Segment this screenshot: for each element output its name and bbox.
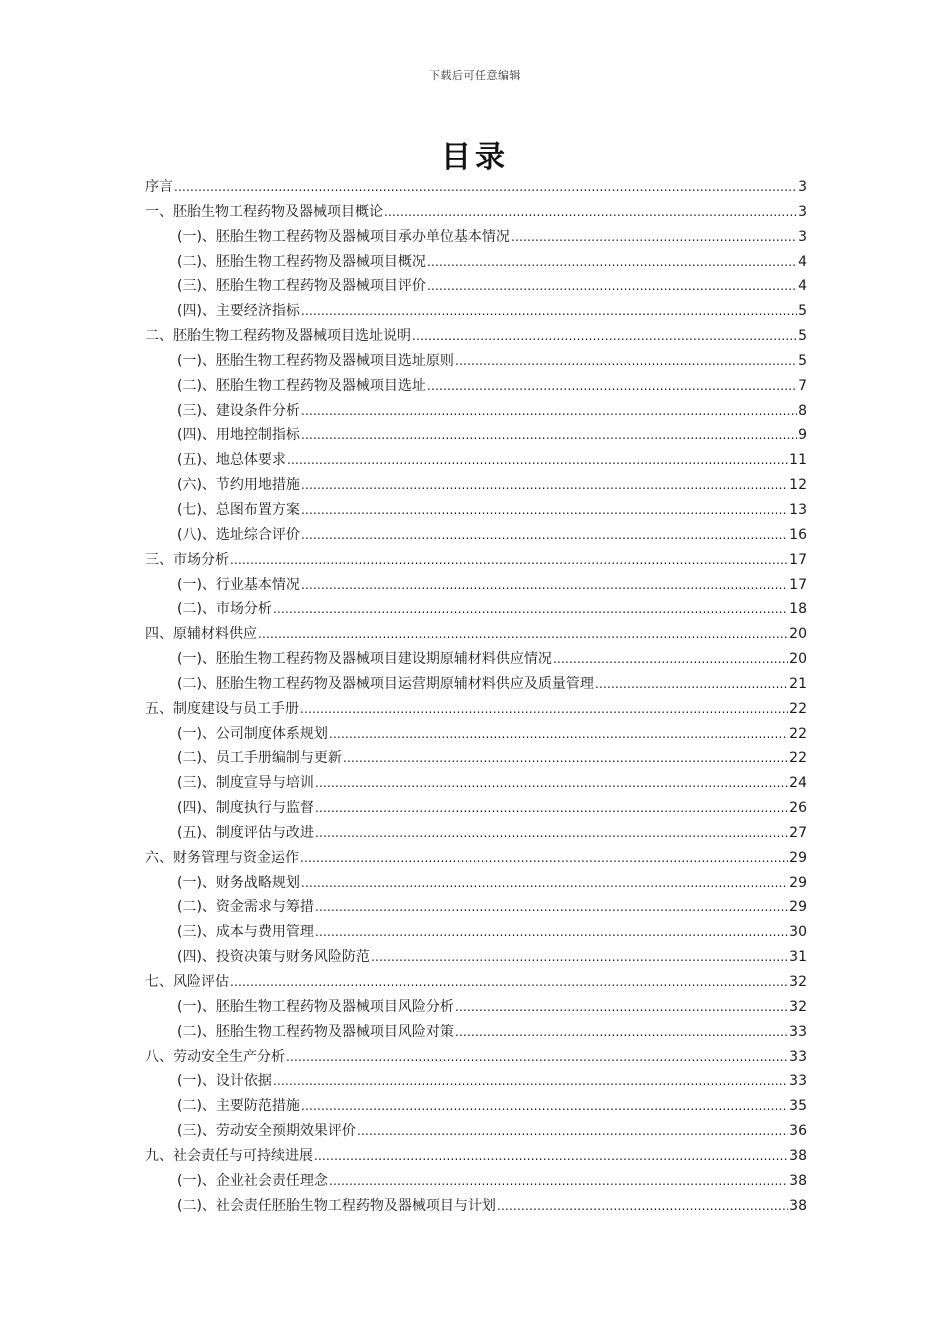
toc-dot-leader	[301, 399, 797, 424]
toc-entry[interactable]	[145, 945, 807, 970]
toc-entry[interactable]	[145, 995, 807, 1020]
toc-dot-leader	[455, 1020, 788, 1045]
toc-entry-title: (一)、设计依据	[177, 1073, 272, 1090]
toc-entry-title: (二)、社会责任胚胎生物工程药物及器械项目与计划	[177, 1197, 496, 1214]
toc-entry-title: (五)、地总体要求	[177, 452, 286, 469]
toc-entry[interactable]	[145, 573, 807, 598]
toc-entry[interactable]	[145, 299, 807, 324]
toc-dot-leader	[301, 473, 788, 498]
toc-page-number: 7	[798, 377, 807, 394]
toc-entry-title: (一)、企业社会责任理念	[177, 1172, 328, 1189]
toc-dot-leader	[595, 672, 788, 697]
toc-entry[interactable]	[145, 349, 807, 374]
toc-page-number: 32	[789, 974, 807, 990]
toc-entry[interactable]	[145, 697, 807, 722]
toc-dot-leader	[455, 995, 788, 1020]
toc-entry-title: (六)、节约用地措施	[177, 477, 300, 494]
toc-dot-leader	[371, 945, 788, 970]
toc-entry[interactable]	[145, 970, 807, 995]
toc-entry-title: 五、制度建设与员工手册	[145, 700, 299, 717]
toc-entry[interactable]	[145, 722, 807, 747]
toc-page-number: 5	[798, 352, 807, 369]
toc-entry[interactable]	[145, 1020, 807, 1045]
toc-dot-leader	[315, 920, 788, 945]
toc-page-number: 38	[789, 1172, 807, 1189]
toc-entry-title: (一)、行业基本情况	[177, 576, 300, 593]
toc-entry-title: (四)、制度执行与监督	[177, 800, 314, 817]
toc-page-number: 30	[789, 924, 807, 941]
toc-entry[interactable]	[145, 871, 807, 896]
toc-page-number: 29	[789, 849, 807, 866]
toc-entry[interactable]	[145, 473, 807, 498]
toc-dot-leader	[273, 1069, 788, 1094]
toc-entry-title: (二)、胚胎生物工程药物及器械项目概况	[177, 253, 426, 270]
toc-entry-title: 六、财务管理与资金运作	[145, 849, 299, 866]
toc-dot-leader	[301, 523, 788, 548]
toc-dot-leader	[286, 1045, 788, 1070]
toc-dot-leader	[300, 846, 788, 871]
toc-dot-leader	[384, 200, 797, 225]
toc-entry-title: 四、原辅材料供应	[145, 626, 257, 643]
toc-entry-title: (二)、市场分析	[177, 601, 272, 618]
toc-entry-title: (二)、资金需求与筹措	[177, 899, 314, 916]
toc-page-number: 16	[789, 526, 807, 543]
toc-entry[interactable]	[145, 274, 807, 299]
toc-page-number: 38	[789, 1147, 807, 1164]
toc-entry[interactable]	[145, 796, 807, 821]
toc-entry-title: (五)、制度评估与改进	[177, 824, 314, 841]
toc-page-number: 29	[789, 899, 807, 916]
toc-entry[interactable]	[145, 250, 807, 275]
toc-entry[interactable]	[145, 548, 807, 573]
toc-dot-leader	[315, 821, 788, 846]
toc-dot-leader	[315, 796, 788, 821]
toc-page-number: 5	[798, 328, 807, 345]
toc-entry[interactable]	[145, 1069, 807, 1094]
toc-dot-leader	[553, 647, 788, 672]
toc-dot-leader	[497, 1194, 788, 1219]
toc-entry[interactable]	[145, 895, 807, 920]
toc-page-number: 12	[789, 477, 807, 494]
toc-page-number: 26	[789, 800, 807, 817]
toc-page-number: 3	[798, 228, 807, 245]
toc-entry-title: (二)、胚胎生物工程药物及器械项目运营期原辅材料供应及质量管理	[177, 675, 594, 692]
toc-page-number: 13	[789, 501, 807, 518]
toc-dot-leader	[314, 1144, 788, 1169]
page-title: 目录	[441, 140, 509, 175]
toc-page-number: 21	[789, 675, 807, 692]
toc-entry-title: (七)、总图布置方案	[177, 501, 300, 518]
toc-entry-title: (四)、主要经济指标	[177, 303, 300, 320]
toc-entry[interactable]	[145, 672, 807, 697]
toc-entry[interactable]	[145, 523, 807, 548]
toc-entry-title: (二)、主要防范措施	[177, 1098, 300, 1115]
toc-dot-leader	[329, 1169, 788, 1194]
toc-dot-leader	[315, 771, 788, 796]
toc-entry[interactable]	[145, 498, 807, 523]
toc-entry-title: (三)、胚胎生物工程药物及器械项目评价	[177, 278, 426, 295]
toc-page-number: 32	[789, 998, 807, 1015]
toc-entry[interactable]	[145, 1094, 807, 1119]
toc-page-number: 31	[789, 949, 807, 966]
toc-dot-leader	[412, 324, 797, 349]
toc-dot-leader	[301, 498, 788, 523]
toc-dot-leader	[174, 175, 797, 200]
toc-dot-leader	[230, 970, 788, 995]
toc-entry[interactable]	[145, 1144, 807, 1169]
toc-entry[interactable]	[145, 846, 807, 871]
toc-page-number: 27	[789, 824, 807, 841]
toc-page-number: 5	[798, 303, 807, 320]
toc-page-number: 24	[789, 775, 807, 792]
toc-page-number: 22	[789, 725, 807, 742]
toc-entry-title: 九、社会责任与可持续进展	[145, 1147, 313, 1164]
toc-entry-title: (四)、投资决策与财务风险防范	[177, 949, 370, 966]
toc-dot-leader	[301, 299, 797, 324]
toc-entry-title: 二、胚胎生物工程药物及器械项目选址说明	[145, 328, 411, 345]
toc-page-number: 20	[789, 626, 807, 643]
toc-entry[interactable]	[145, 399, 807, 424]
toc-dot-leader	[455, 349, 797, 374]
toc-page-number: 4	[798, 278, 807, 295]
toc-entry[interactable]	[145, 448, 807, 473]
toc-dot-leader	[427, 274, 797, 299]
toc-dot-leader	[301, 423, 797, 448]
toc-page-number: 18	[789, 601, 807, 618]
toc-entry-title: (一)、胚胎生物工程药物及器械项目建设期原辅材料供应情况	[177, 651, 552, 668]
toc-entry-title: (四)、用地控制指标	[177, 427, 300, 444]
toc-entry-title: (三)、制度宣导与培训	[177, 775, 314, 792]
toc-dot-leader	[300, 697, 788, 722]
toc-entry-title: (二)、胚胎生物工程药物及器械项目选址	[177, 377, 426, 394]
toc-entry[interactable]	[145, 1119, 807, 1144]
toc-entry[interactable]	[145, 771, 807, 796]
toc-page-number: 17	[789, 576, 807, 593]
toc-dot-leader	[230, 548, 788, 573]
toc-dot-leader	[258, 622, 788, 647]
toc-entry[interactable]	[145, 746, 807, 771]
toc-dot-leader	[315, 895, 788, 920]
toc-dot-leader	[287, 448, 788, 473]
toc-entry[interactable]	[145, 324, 807, 349]
toc-dot-leader	[357, 1119, 788, 1144]
toc-page-number: 22	[789, 700, 807, 717]
toc-entry-title: 三、市场分析	[145, 551, 229, 568]
toc-entry-title: (一)、胚胎生物工程药物及器械项目承办单位基本情况	[177, 228, 510, 245]
toc-entry[interactable]	[145, 225, 807, 250]
toc-entry-title: (三)、成本与费用管理	[177, 924, 314, 941]
toc-page-number: 17	[789, 551, 807, 568]
toc-entry-title: (一)、胚胎生物工程药物及器械项目风险分析	[177, 998, 454, 1015]
toc-entry[interactable]	[145, 200, 807, 225]
toc-page-number: 4	[798, 253, 807, 270]
toc-page-number: 11	[789, 452, 807, 469]
toc-entry[interactable]	[145, 1194, 807, 1219]
toc-dot-leader	[511, 225, 797, 250]
toc-entry[interactable]	[145, 374, 807, 399]
toc-page-number: 3	[798, 203, 807, 220]
toc-dot-leader	[343, 746, 788, 771]
toc-entry-title: 序言	[145, 179, 173, 195]
toc-entry-title: 八、劳动安全生产分析	[145, 1048, 285, 1065]
toc-page-number: 3	[798, 179, 807, 195]
toc-dot-leader	[273, 597, 788, 622]
toc-entry-title: (一)、财务战略规划	[177, 874, 300, 891]
toc-entry[interactable]	[145, 920, 807, 945]
toc-dot-leader	[301, 871, 788, 896]
toc-entry-title: (二)、胚胎生物工程药物及器械项目风险对策	[177, 1023, 454, 1040]
toc-page-number: 33	[789, 1048, 807, 1065]
toc-entry[interactable]	[145, 597, 807, 622]
toc-page-number: 35	[789, 1098, 807, 1115]
toc-dot-leader	[301, 1094, 788, 1119]
toc-entry-title: 七、风险评估	[145, 974, 229, 990]
toc-page-number: 33	[789, 1073, 807, 1090]
toc-entry-title: (一)、胚胎生物工程药物及器械项目选址原则	[177, 352, 454, 369]
toc-entry[interactable]	[145, 622, 807, 647]
toc-page-number: 29	[789, 874, 807, 891]
header-note: 下载后可任意编辑	[429, 69, 521, 82]
toc-dot-leader	[427, 250, 797, 275]
toc-entry-title: (一)、公司制度体系规划	[177, 725, 328, 742]
toc-dot-leader	[329, 722, 788, 747]
toc-entry[interactable]	[145, 175, 807, 200]
toc-entry-title: (八)、选址综合评价	[177, 526, 300, 543]
toc-page-number: 8	[798, 402, 807, 419]
toc-page-number: 22	[789, 750, 807, 767]
toc-page-number: 9	[798, 427, 807, 444]
toc-dot-leader	[427, 374, 797, 399]
toc-entry-title: (三)、劳动安全预期效果评价	[177, 1123, 356, 1140]
toc-page-number: 38	[789, 1197, 807, 1214]
toc-page-number: 33	[789, 1023, 807, 1040]
toc-entry[interactable]	[145, 423, 807, 448]
toc-entry-title: (二)、员工手册编制与更新	[177, 750, 342, 767]
toc-entry-title: 一、胚胎生物工程药物及器械项目概论	[145, 203, 383, 220]
toc-page-number: 20	[789, 651, 807, 668]
toc-entry[interactable]	[145, 1045, 807, 1070]
toc-entry[interactable]	[145, 1169, 807, 1194]
toc-dot-leader	[301, 573, 788, 598]
toc-page-number: 36	[789, 1123, 807, 1140]
toc-entry-title: (三)、建设条件分析	[177, 402, 300, 419]
toc-entry[interactable]	[145, 647, 807, 672]
table-of-contents	[145, 175, 807, 1218]
toc-entry[interactable]	[145, 821, 807, 846]
